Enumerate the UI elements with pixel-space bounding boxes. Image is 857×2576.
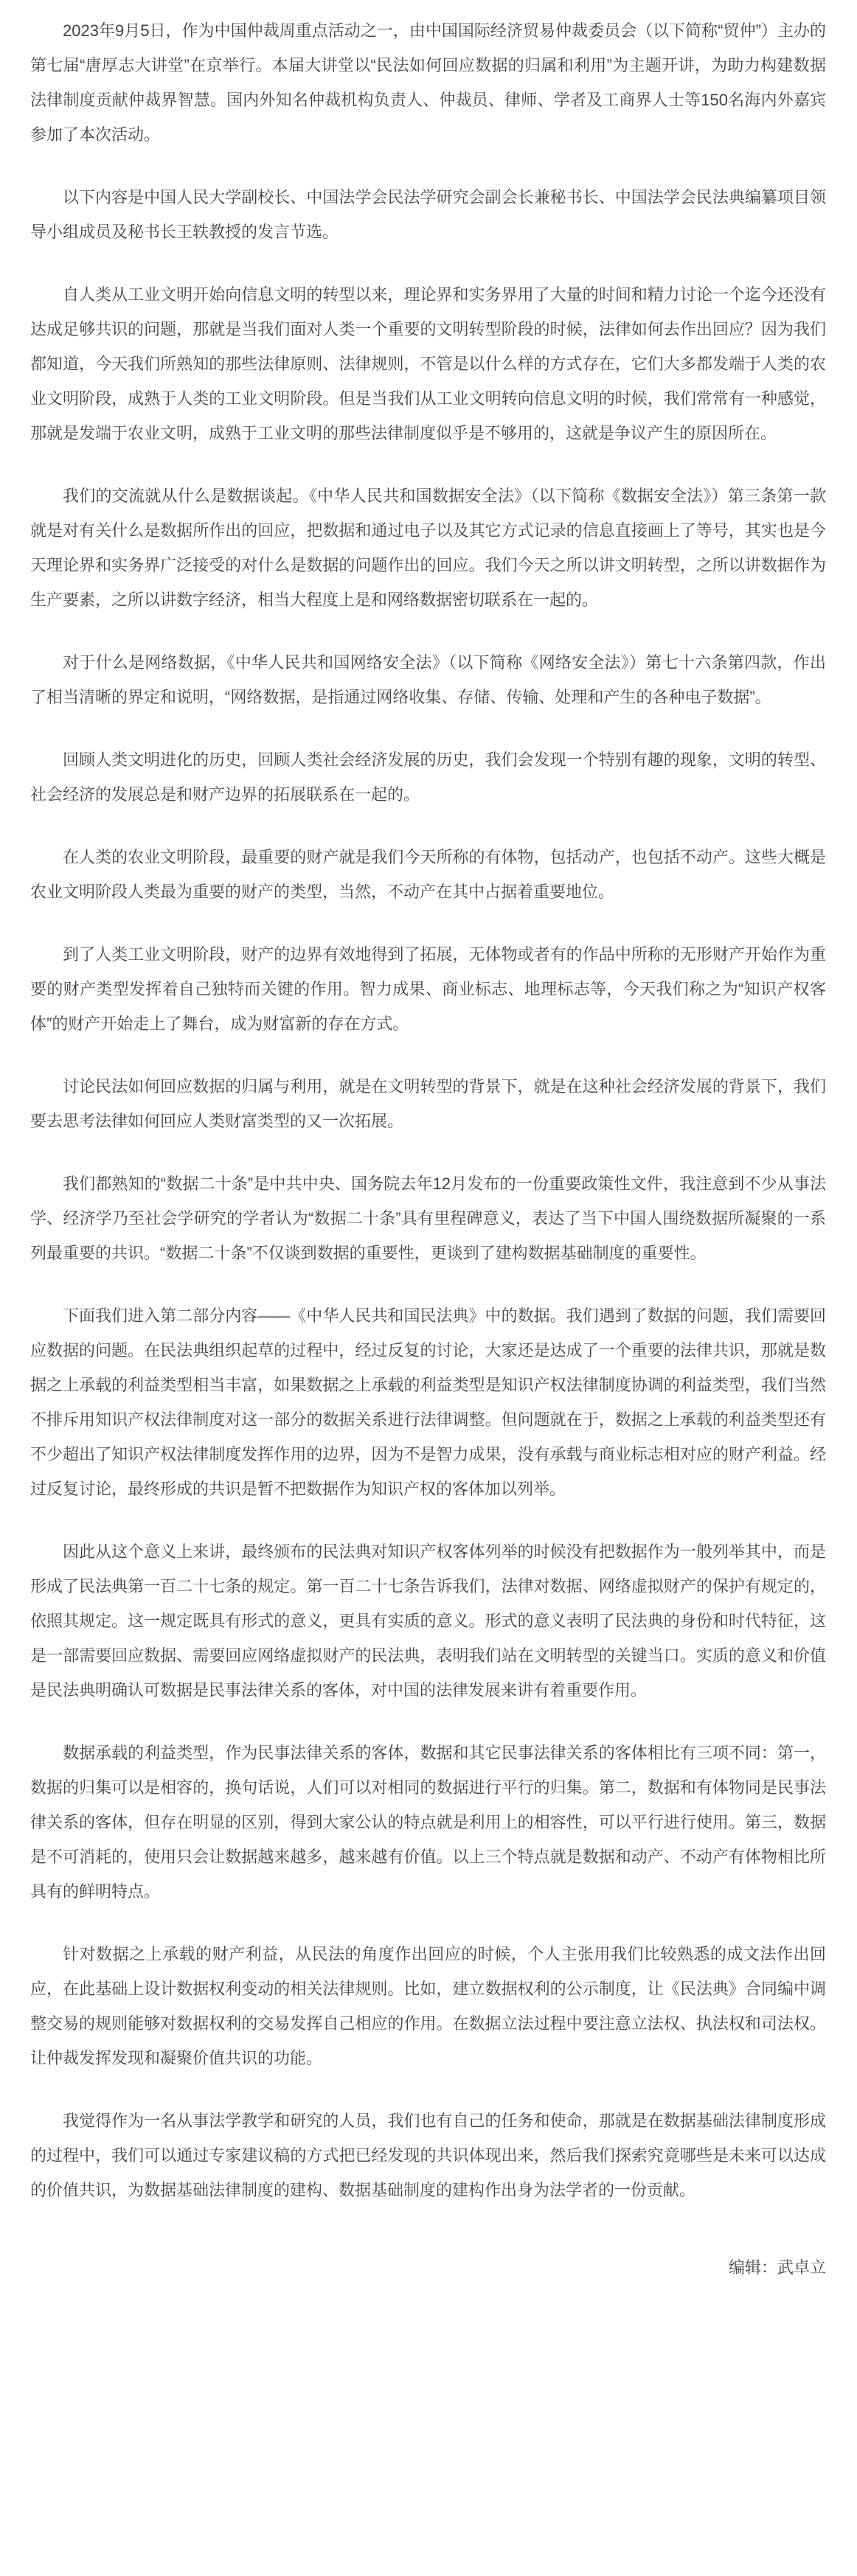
paragraph-civilization-transition: 自人类从工业文明开始向信息文明的转型以来，理论界和实务界用了大量的时间和精力讨论一个迄今还没有达成足够共识的问题，那就是当我们面对人类一个重要的文明转型阶段的时候，法律如何去作出回应？因为我们都知道，今天我们所熟知的那些法律原则、法律规则，不管是以什么样的方式存在，它们大多都发端于人类的农业文明阶段，成熟于人类的工业文明阶段。但是当我们从工业文明转向信息文明的时候，我们常常有一种感觉，那就是发端于农业文明，成熟于工业文明的那些法律制度似乎是不够用的，这就是争议产生的原因所在。 <box>30 285 826 442</box>
paragraph-industrial-stage: 到了人类工业文明阶段，财产的边界有效地得到了拓展，无体物或者有的作品中所称的无形财产开始作为重要的财产类型发挥着自己独特而关键的作用。智力成果、商业标志、地理标志等，今天我们称之为“知识产权客体”的财产开始走上了舞台，成为财富新的存在方式。 <box>30 945 826 1033</box>
paragraph-speaker-intro: 以下内容是中国人民大学副校长、中国法学会民法学研究会副会长兼秘书长、中国法学会民法典编纂项目领导小组成员及秘书长王轶教授的发言节选。 <box>30 188 826 241</box>
editor-credit: 编辑：武卓立 <box>728 2258 826 2277</box>
paragraph-what-is-data: 我们的交流就从什么是数据谈起。《中华人民共和国数据安全法》（以下简称《数据安全法》）第三条第一款就是对有关什么是数据所作出的回应，把数据和通过电子以及其它方式记录的信息直接画上了等号，其实也是今天理论界和实务界广泛接受的对什么是数据的问题作出的回应。我们今天之所以讲文明转型，之所以讲数据作为生产要素，之所以讲数字经济，相当大程度上是和网络数据密切联系在一起的。 <box>30 487 826 609</box>
paragraph-scholar-mission: 我觉得作为一名从事法学教学和研究的人员，我们也有自己的任务和使命，那就是在数据基础法律制度形成的过程中，我们可以通过专家建议稿的方式把已经发现的共识体现出来，然后我们探索究竟哪些是未来可以达成的价值共识，为数据基础法律制度的建构、数据基础制度的建构作出身为法学者的一份贡献。 <box>30 2112 826 2199</box>
paragraph-statute-law-proposal: 针对数据之上承载的财产利益，从民法的角度作出回应的时候，个人主张用我们比较熟悉的成文法作出回应，在此基础上设计数据权利变动的相关法律规则。比如，建立数据权利的公示制度，让《民法典》合同编中调整交易的规则能够对数据权利的交易发挥自己相应的作用。在数据立法过程中要注意立法权、执法权和司法权。让仲裁发挥发现和凝聚价值共识的功能。 <box>30 1945 826 2067</box>
paragraph-article-127: 因此从这个意义上来讲，最终颁布的民法典对知识产权客体列举的时候没有把数据作为一般列举其中，而是形成了民法典第一百二十七条的规定。第一百二十七条告诉我们，法律对数据、网络虚拟财产的保护有规定的，依照其规定。这一规定既具有形式的意义，更具有实质的意义。形式的意义表明了民法典的身份和时代特征，这是一部需要回应数据、需要回应网络虚拟财产的民法典，表明我们站在文明转型的关键当口。实质的意义和价值是民法典明确认可数据是民事法律关系的客体，对中国的法律发展来讲有着重要作用。 <box>30 1542 826 1699</box>
paragraph-civil-law-response: 讨论民法如何回应数据的归属与利用，就是在文明转型的背景下，就是在这种社会经济发展的背景下，我们要去思考法律如何回应人类财富类型的又一次拓展。 <box>30 1077 826 1130</box>
paragraph-intro-event: 2023年9月5日，作为中国仲裁周重点活动之一，由中国国际经济贸易仲裁委员会（以下简称“贸仲”）主办的第七届“唐厚志大讲堂”在京举行。本届大讲堂以“民法如何回应数据的归属和利用”为主题开讲，为助力构建数据法律制度贡献仲裁界智慧。国内外知名仲裁机构负责人、仲裁员、律师、学者及工商界人士等150名海内外嘉宾参加了本次活动。 <box>30 21 826 144</box>
paragraph-civil-code-data: 下面我们进入第二部分内容——《中华人民共和国民法典》中的数据。我们遇到了数据的问题，我们需要回应数据的问题。在民法典组织起草的过程中，经过反复的讨论，大家还是达成了一个重要的法律共识，那就是数据之上承载的利益类型相当丰富，如果数据之上承载的利益类型是知识产权法律制度协调的利益类型，我们当然不排斥用知识产权法律制度对这一部分的数据关系进行法律调整。但问题就在于，数据之上承载的利益类型还有不少超出了知识产权法律制度发挥作用的边界，因为不是智力成果，没有承载与商业标志相对应的财产利益。经过反复讨论，最终形成的共识是暂不把数据作为知识产权的客体加以列举。 <box>30 1306 826 1498</box>
article-body <box>30 13 826 2285</box>
paragraph-data-twenty-articles: 我们都熟知的“数据二十条”是中共中央、国务院去年12月发布的一份重要政策性文件，我注意到不少从事法学、经济学乃至社会学研究的学者认为“数据二十条”具有里程碑意义，表达了当下中国人围绕数据所凝聚的一系列最重要的共识。“数据二十条”不仅谈到数据的重要性，更谈到了建构数据基础制度的重要性。 <box>30 1174 826 1262</box>
paragraph-network-data-definition: 对于什么是网络数据，《中华人民共和国网络安全法》（以下简称《网络安全法》）第七十六条第四款，作出了相当清晰的界定和说明，“网络数据，是指通过网络收集、存储、传输、处理和产生的各种电子数据”。 <box>30 653 826 706</box>
paragraph-agricultural-stage: 在人类的农业文明阶段，最重要的财产就是我们今天所称的有体物，包括动产，也包括不动产。这些大概是农业文明阶段人类最为重要的财产的类型，当然，不动产在其中占据着重要地位。 <box>30 848 826 901</box>
paragraph-history-review: 回顾人类文明进化的历史，回顾人类社会经济发展的历史，我们会发现一个特别有趣的现象，文明的转型、社会经济的发展总是和财产边界的拓展联系在一起的。 <box>30 751 826 804</box>
paragraph-three-differences: 数据承载的利益类型，作为民事法律关系的客体，数据和其它民事法律关系的客体相比有三项不同：第一，数据的归集可以是相容的，换句话说，人们可以对相同的数据进行平行的归集。第二，数据和有体物同是民事法律关系的客体，但存在明显的区别，得到大家公认的特点就是利用上的相容性，可以平行进行使用。第三，数据是不可消耗的，使用只会让数据越来越多，越来越有价值。以上三个特点就是数据和动产、不动产有体物相比所具有的鲜明特点。 <box>30 1744 826 1901</box>
